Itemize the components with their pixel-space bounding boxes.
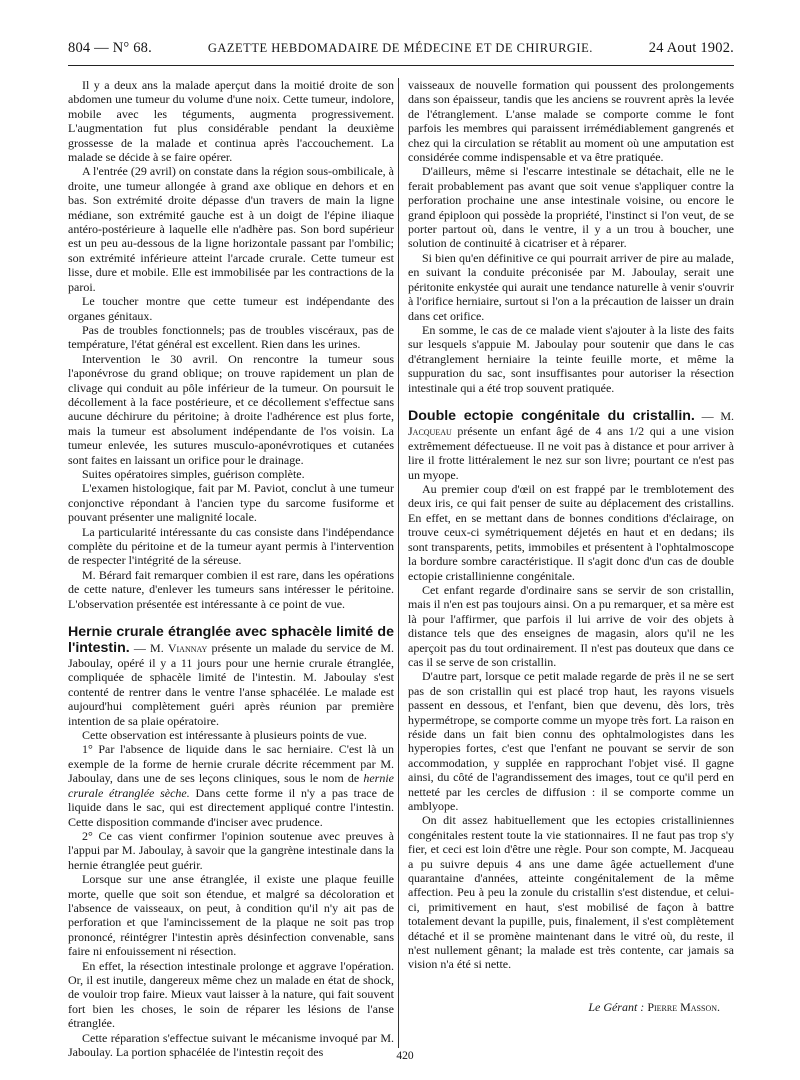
paragraph: Pas de troubles fonctionnels; pas de troubles viscéraux, pas de température, l'état général est excellent. Rien dans les urines.	[68, 322, 394, 352]
paragraph: Le toucher montre que cette tumeur est indépendante des organes génitaux.	[68, 294, 394, 323]
header-journal-title: GAZETTE HEBDOMADAIRE DE MÉDECINE ET DE CHIRURGIE.	[207, 41, 593, 55]
italic-term: hernie crurale étranglée sèche.	[68, 771, 394, 800]
paragraph: Si bien qu'en définitive ce qui pourrait arriver de pire au malade, en suivant la conduite préconisée par M. Jaboulay, serait une péritonite enkystée qui aurait une tendance naturelle à venir s'ouvrir à l'orifice herniaire, surtout si l'on a la précaution de laisser un drain dans cet orifice.	[408, 250, 734, 323]
gerant-label: Le Gérant :	[588, 999, 648, 1014]
article-lead: Double ectopie congénitale du cristallin. — M. Jacqueau présente un enfant âgé de 4 ans 1/2 qui a une vision extrêmement défectueuse. Il ne voit pas à distance et pour arriver à lire il frotte littéralement le nez sur son livre; pourtant ce n'est pas un myope.	[408, 407, 734, 482]
paragraph: vaisseaux de nouvelle formation qui poussent des prolongements dans son épaisseur, tandis que les anciens se rouvrent après la levée de l'étranglement. L'anse malade se comporte comme le font parfois les membres qui paraissent irrémédiablement gangrenés et chez qui la circulation se rétablit au moment où une amputation est considérée comme indispensable et va être pratiquée.	[408, 78, 734, 165]
running-header	[68, 40, 734, 62]
author-name: Viannay	[167, 640, 208, 655]
page-folio: 420	[396, 1050, 414, 1062]
paragraph: Cette observation est intéressante à plusieurs points de vue.	[82, 728, 367, 743]
article-lead: Hernie crurale étranglée avec sphacèle limité de l'intestin. — M. Viannay présente un malade du service de M. Jaboulay, opéré il y a 11 jours pour une hernie crurale étranglée, compliquée de sphacèle limité de l'intestin. M. Jaboulay s'est contenté de rentrer dans le ventre l'anse sphacélée. Le malade est aujourd'hui complètement guéri après réunion par première intention de sa plaie opératoire.	[68, 624, 394, 728]
paragraph: En effet, la résection intestinale prolonge et aggrave l'opération. Or, il est inutile, dangereux même chez un malade en état de shock, de vouloir trop faire. Mieux vaut laisser à la nature, qui fait souvent fort bien les choses, le soin de réparer les lésions de l'anse étranglée.	[68, 958, 394, 1031]
header-rule	[68, 65, 734, 66]
paragraph: 1° Par l'absence de liquide dans le sac herniaire. C'est là un exemple de la forme de hernie crurale décrite récemment par M. Jaboulay, dans une de ses leçons cliniques, sous le nom de hernie crurale étranglée sèche. Dans cette forme il n'y a pas trace de liquide dans le sac, qui est directement appliqué contre l'intestin. Cette disposition commande d'inciser avec prudence.	[68, 742, 395, 829]
author-name: Jacqueau	[408, 424, 452, 439]
left-column	[68, 78, 395, 1059]
article-title-ectopie: Double ectopie congénitale du cristallin.	[408, 407, 695, 424]
paragraph: En somme, le cas de ce malade vient s'ajouter à la liste des faits sur lesquels s'appuie M. Jaboulay pour soutenir que dans le cas d'étranglement herniaire la teinte feuille morte, et même la suppuration du sac, sont insuffisantes pour autoriser la résection intestinale qui a été trop souvent pratiquée.	[408, 322, 734, 395]
paragraph: Lorsque sur une anse étranglée, il existe une plaque feuille morte, quelle que soit son étendue, et malgré sa décoloration et l'absence de vaisseaux, on peut, à condition qu'il n'y ait pas de perforation et que l'amincissement de la plaque ne soit pas trop prononcé, réintégrer l'intestin après désinfection convenable, sans faire ni enfouissement ni résection.	[68, 872, 394, 959]
right-column	[408, 78, 734, 1048]
paragraph: On dit assez habituellement que les ectopies cristalliniennes congénitales restent toute la vie stationnaires. Il ne faut pas trop s'y fier, et ceci est loin d'être une règle. Pour son compte, M. Jacqueau a pu suivre depuis 4 ans une dame âgée actuellement d'une quarantaine d'années, atteinte congénitalement de la même affection. Peu à peu la zonule du cristallin s'est distendue, et celui-ci, primitivement en haut, s'est mobilisé de façon à battre totalement devant la pupille, puis, finalement, il s'est complètement détaché et il se promène maintenant dans le vitré où, du reste, il n'est nullement gênant; la malade est très contente, car jamais sa vision n'a été si nette.	[408, 813, 734, 972]
paragraph: 2° Ce cas vient confirmer l'opinion soutenue avec preuves à l'appui par M. Jaboulay, à savoir que la gangrène intestinale dans la hernie étranglée peut guérir.	[68, 828, 394, 872]
paragraph: Suites opératoires simples, guérison complète.	[82, 466, 305, 481]
paragraph: D'ailleurs, même si l'escarre intestinale se détachait, elle ne le ferait probablement pas avant que soit venue s'appliquer contre la perforation prochaine une anse intestinale voisine, ou encore le grand épiploon qui possède la propriété, l'instinct si l'on veut, de se porter partout où, dans le ventre, il y a un trou à boucher, une solution de continuité à cicatriser et à réparer.	[408, 164, 734, 251]
gerant-signature	[408, 1000, 734, 1014]
paragraph: A l'entrée (29 avril) on constate dans la région sous-ombilicale, à droite, une tumeur allongée à grand axe oblique en dehors et en bas. Son extrémité droite dépasse d'un travers de main la ligne médiane, son extrémité gauche est à un doigt de l'épine iliaque antéro-postérieure à laquelle elle n'adhère pas. Son bord supérieur est un peu au-dessous de la ligne horizontale passant par l'ombilic; son extrémité inférieure atteint l'arcade crurale. Cette tumeur est lisse, dure et mobile. Elle est immobilisée par les contractions de la paroi.	[68, 164, 394, 294]
article-title-hernie: Hernie crurale étranglée avec sphacèle limité de l'intestin.	[68, 624, 394, 656]
column-divider	[398, 78, 399, 1048]
paragraph: Au premier coup d'œil on est frappé par le tremblotement des deux iris, ce qui fait penser de suite au déplacement des cristallins. En effet, en se mettant dans de bonnes conditions d'éclairage, on trouve ceux-ci symétriquement déjetés en haut et en dedans; ils sont transparents, petits, immobiles et présentent à l'ophtalmoscope la bordure sombre caractéristique. Il s'agit donc d'un cas de double ectopie cristallinienne congénitale.	[408, 482, 734, 583]
paragraph: Cette réparation s'effectue suivant le mécanisme invoqué par M. Jaboulay. La portion sphacélée de l'intestin reçoit des	[68, 1030, 394, 1059]
paragraph: M. Bérard fait remarquer combien il est rare, dans les opérations de cette nature, d'enlever les tumeurs sans intéresser le péritoine. L'observation présentée est intéressante à ce point de vue.	[68, 567, 394, 611]
paragraph: Intervention le 30 avril. On rencontre la tumeur sous l'aponévrose du grand oblique; on trouve rapidement un plan de clivage qui conduit au pôle inférieur de la tumeur. On poursuit le décollement à la face postérieure, et ce décollement s'effectue sans aucune déchirure du péritoine; à droite l'adhérence est plus forte, mais la tumeur est absolument indépendante de l'os voisin. La tumeur enlevée, les sutures musculo-aponévrotiques et cutanées sont faites en laissant un orifice pour le drainage.	[68, 351, 394, 467]
paragraph: L'examen histologique, fait par M. Paviot, conclut à une tumeur conjonctive répondant à l'ancien type du sarcome fusiforme et pouvant présenter une malignité locale.	[68, 481, 394, 525]
header-page-number: 804 — N° 68.	[68, 40, 152, 56]
paragraph: Il y a deux ans la malade aperçut dans la moitié droite de son abdomen une tumeur du volume d'une noix. Cette tumeur, indolore, mobile avec les téguments, augmenta progressivement. L'augmentation fut plus considérable pendant la deuxième grossesse de la malade et continua après l'accouchement. La malade se décide à se faire opérer.	[68, 78, 394, 165]
paragraph: Cet enfant regarde d'ordinaire sans se servir de son cristallin, mais il n'en est pas toujours ainsi. On a pu remarquer, et sa mère est là pour l'affirmer, que parfois il lui arrive de voir des objets à distance tels que des enseignes de magasin, alors qu'il ne les aperçoit pas du tout ordinairement. Il n'est pas douteux que dans ce cas il se serve de son cristallin.	[408, 582, 734, 669]
paragraph: D'autre part, lorsque ce petit malade regarde de près il ne se sert pas de son cristallin qui est placé trop haut, les rayons visuels passent en dessous, et l'enfant, bien que devenu, dès lors, très hypermétrope, se comporte comme un myope très fort. La raison en réside dans un fait bien connu des ophtalmologistes dans les hyperopies fortes, c'est que l'enfant ne pouvant se servir de son accommodation, y supplée en rapprochant l'objet visé. Il gagne ainsi, du côté de l'agrandissement des images, tout ce qu'il perd en netteté par les cercles de diffusion : il se comporte comme un amblyope.	[408, 669, 734, 813]
paragraph: La particularité intéressante du cas consiste dans l'indépendance complète du péritoine et de la tumeur ayant permis à l'intervention de respecter l'intégrité de la séreuse.	[68, 524, 394, 568]
gerant-name: Pierre Masson.	[647, 999, 720, 1014]
header-date: 24 Aout 1902.	[648, 40, 734, 56]
